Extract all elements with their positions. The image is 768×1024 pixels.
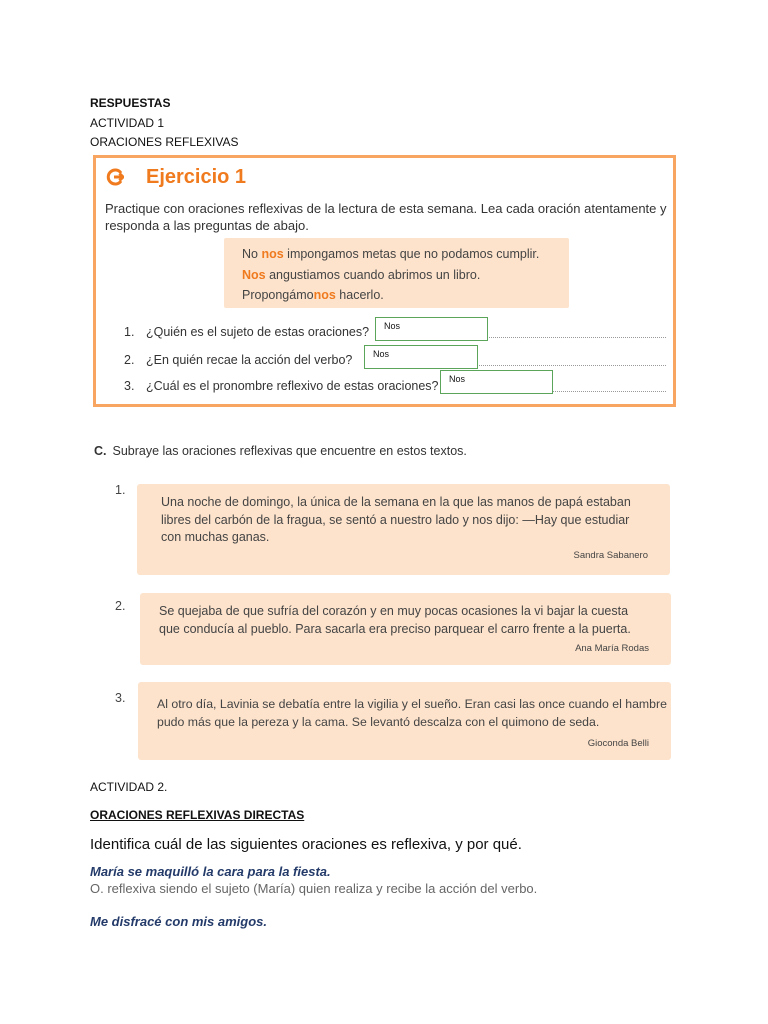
answer-line: [551, 391, 666, 392]
author: Ana María Rodas: [575, 643, 649, 654]
exercise-panel: [93, 155, 676, 407]
text-line: con muchas ganas.: [161, 530, 270, 544]
reading-text-3: [138, 682, 671, 760]
text-line: Una noche de domingo, la única de la semana en la que las manos de papá estaban: [161, 495, 631, 509]
answer-field-1[interactable]: Nos: [375, 317, 488, 341]
example-sentence-1: María se maquilló la cara para la fiesta.: [90, 864, 331, 879]
answer-line: [476, 365, 666, 366]
question-2: 2. ¿En quién recae la acción del verbo?: [124, 353, 353, 367]
text-line: Al otro día, Lavinia se debatía entre la vigilia y el sueño. Eran casi las once cuando el hambre: [157, 697, 667, 711]
text-line: libres del carbón de la fragua, se sentó a nuestro lado y nos dijo: —Hay que estudiar: [161, 512, 630, 527]
answer-field-2[interactable]: Nos: [364, 345, 478, 369]
example-sentence: No nos impongamos metas que no podamos cumplir.: [242, 247, 540, 261]
question-1: 1. ¿Quién es el sujeto de estas oraciones?: [124, 325, 370, 339]
reading-text-2: [140, 593, 671, 665]
text-line: pudo más que la pereza y la cama. Se levantó descalza con el quimono de seda.: [157, 714, 600, 729]
arrow-circle-icon: [106, 168, 124, 186]
exercise-title: Ejercicio 1: [146, 166, 247, 188]
page-title: RESPUESTAS: [90, 96, 171, 110]
example-sentence: Propongámonos hacerlo.: [242, 288, 384, 302]
exercise-intro: Practique con oraciones reflexivas de la lectura de esta semana. Lea cada oración atentamente y responda a las preguntas de abajo.: [105, 201, 667, 233]
text-line: Se quejaba de que sufría del corazón y en muy pocas ocasiones la vi bajar la cuesta: [159, 604, 629, 618]
example-sentence: Nos angustiamos cuando abrimos un libro.: [242, 267, 481, 282]
example-sentence-2: Me disfracé con mis amigos.: [90, 914, 268, 929]
activity-2-instruction: Identifica cuál de las siguientes oraciones es reflexiva, y por qué.: [90, 836, 522, 853]
text-number: 3.: [115, 691, 126, 705]
topic-label: ORACIONES REFLEXIVAS: [90, 135, 239, 149]
example-sentences: [224, 238, 569, 308]
answer-field-3[interactable]: Nos: [440, 370, 553, 394]
author: Sandra Sabanero: [573, 550, 648, 561]
reading-text-1: [137, 484, 670, 575]
activity-2-subtitle: ORACIONES REFLEXIVAS DIRECTAS: [90, 808, 305, 822]
explanation-1: O. reflexiva siendo el sujeto (María) quien realiza y recibe la acción del verbo.: [90, 881, 538, 896]
activity-2-title: ACTIVIDAD 2.: [90, 780, 168, 794]
author: Gioconda Belli: [587, 738, 649, 749]
answer-line: [476, 337, 666, 338]
text-line: que conducía al pueblo. Para sacarla era preciso parquear el carro frente a la puerta.: [159, 621, 631, 636]
section-c-instruction: C. Subraye las oraciones reflexivas que encuentre en estos textos.: [94, 444, 467, 458]
question-3: 3. ¿Cuál es el pronombre reflexivo de estas oraciones?: [124, 379, 439, 393]
activity-label: ACTIVIDAD 1: [90, 116, 165, 130]
text-number: 1.: [115, 483, 126, 497]
text-number: 2.: [115, 599, 126, 613]
